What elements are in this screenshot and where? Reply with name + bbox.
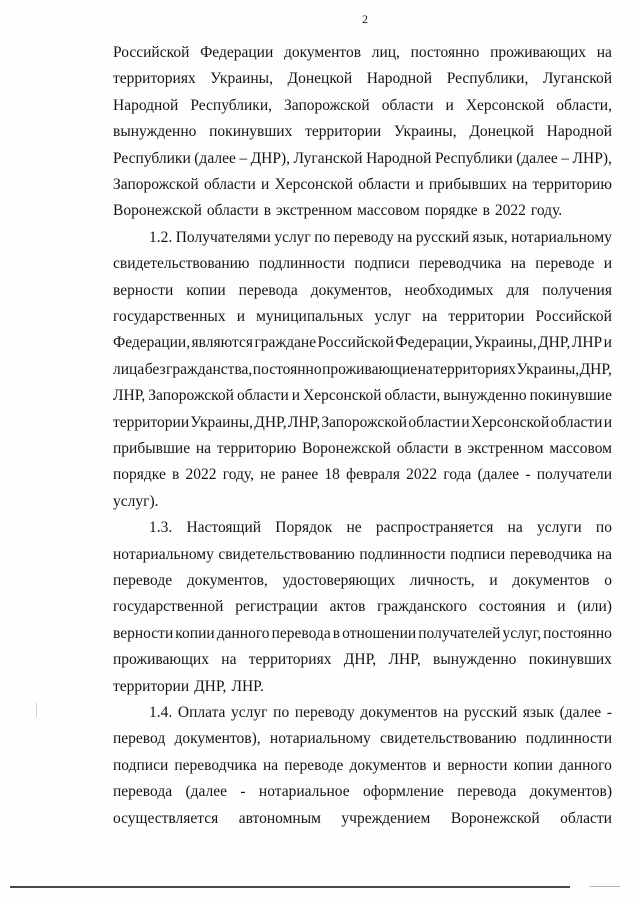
text-line: переводе документов, удостоверяющих личность, и документов о — [113, 572, 612, 589]
text-line: Российской Федерации документов лиц, постоянно проживающих на — [113, 44, 612, 61]
text-line: 1.2. Получателями услуг по переводу на русский язык, нотариальному — [149, 229, 612, 246]
text-line: территориях Украины, Донецкой Народной Республики, Луганской — [113, 70, 612, 87]
text-line: ЛНР, Запорожской области и Херсонской области, вынужденно покинувшие — [113, 387, 612, 404]
text-line: 1.4. Оплата услуг по переводу документов на русский язык (далее - — [149, 704, 612, 721]
text-line: Федерации, являются граждане Российской Федерации, Украины, ДНР, ЛНР и — [113, 334, 612, 351]
text-line: Народной Республики, Запорожской области и Херсонской области, — [113, 97, 612, 114]
text-line: территории ДНР, ЛНР. — [113, 678, 264, 695]
text-line: проживающих на территориях ДНР, ЛНР, вынужденно покинувших — [113, 651, 612, 668]
page-bottom-edge-faint — [590, 886, 620, 887]
text-line: государственных и муниципальных услуг на территории Российской — [113, 308, 612, 325]
text-line: государственной регистрации актов гражданского состояния и (или) — [113, 598, 612, 615]
text-line: верности копии данного перевода в отношении получателей услуг, постоянно — [113, 625, 612, 642]
text-line: подписи переводчика на переводе документов и верности копии данного — [113, 757, 612, 774]
page-number: 2 — [362, 12, 368, 26]
text-line: осуществляется автономным учреждением Воронежской области — [113, 810, 612, 827]
text-line: порядке в 2022 году, не ранее 18 февраля 2022 года (далее - получатели — [113, 466, 612, 483]
page-bottom-edge — [10, 886, 570, 888]
text-line: лица без гражданства, постоянно проживающие на территориях Украины, ДНР, — [113, 361, 612, 378]
text-line: нотариальному свидетельствованию подлинности подписи переводчика на — [113, 546, 612, 563]
text-line: Республики (далее – ДНР), Луганской Народной Республики (далее – ЛНР), — [113, 150, 612, 167]
text-line: Запорожской области и Херсонской области и прибывших на территорию — [113, 176, 612, 193]
text-line: верности копии перевода документов, необходимых для получения — [113, 282, 612, 299]
text-line: перевод документов), нотариальному свидетельствованию подлинности — [113, 730, 612, 747]
text-line: вынужденно покинувших территории Украины, Донецкой Народной — [113, 123, 612, 140]
text-line: услуг). — [113, 493, 159, 510]
text-line: прибывшие на территорию Воронежской области в экстренном массовом — [113, 440, 612, 457]
scan-speck — [36, 703, 37, 717]
text-line: Воронежской области в экстренном массовом порядке в 2022 году. — [113, 202, 563, 219]
text-line: свидетельствованию подлинности подписи переводчика на переводе и — [113, 255, 612, 272]
text-line: 1.3. Настоящий Порядок не распространяется на услуги по — [149, 519, 612, 536]
text-line: перевода (далее - нотариальное оформление перевода документов) — [113, 783, 612, 800]
text-line: территории Украины, ДНР, ЛНР, Запорожской области и Херсонской области и — [113, 414, 612, 431]
